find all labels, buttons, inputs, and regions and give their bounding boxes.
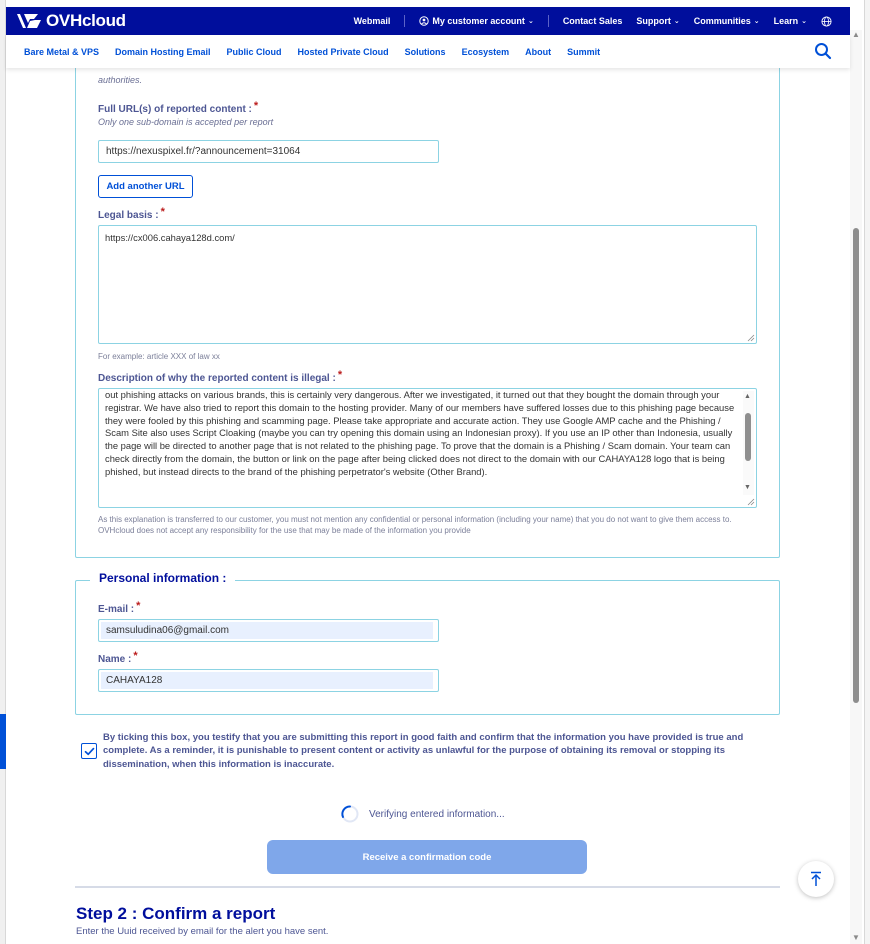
name-input[interactable]: [98, 669, 439, 692]
arrow-up-icon: [809, 871, 823, 887]
nav-divider: [404, 15, 405, 27]
communities-menu[interactable]: [694, 16, 760, 26]
nav-ecosystem[interactable]: Ecosystem: [461, 46, 510, 57]
scroll-down-arrow-icon[interactable]: ▼: [744, 484, 751, 492]
required-asterisk: *: [253, 100, 259, 112]
description-scrollbar[interactable]: [743, 391, 754, 495]
learn-label: Learn: [773, 16, 799, 26]
description-scroll-content: [105, 389, 738, 479]
legal-basis-hint: For example: article XXX of law xx: [98, 352, 220, 361]
customer-account-menu[interactable]: [419, 16, 533, 26]
url-label: [98, 100, 259, 115]
customer-account-label: My customer account: [432, 16, 525, 26]
chevron-down-icon: ⌄: [801, 18, 807, 25]
nav-domain-hosting-email[interactable]: Domain Hosting Email: [115, 46, 211, 57]
chevron-down-icon: ⌄: [753, 18, 760, 25]
resize-handle-icon[interactable]: [747, 334, 755, 342]
secondary-nav-links: [24, 35, 600, 68]
loading-spinner-icon: [340, 804, 360, 824]
authorities-text: authorities.: [98, 75, 143, 85]
url-hint: Only one sub-domain is accepted per report: [98, 117, 274, 127]
description-label-text: Description of why the reported content is illegal :: [98, 373, 336, 384]
brand-name: OVHcloud: [46, 11, 126, 30]
step2-title: Step 2 : Confirm a report: [76, 904, 276, 923]
legal-basis-label-text: Legal basis :: [98, 210, 159, 221]
email-input-value: samsuludina06@gmail.com: [106, 625, 229, 636]
required-asterisk: *: [160, 206, 165, 218]
add-another-url-button[interactable]: Add another URL: [98, 175, 193, 198]
support-label: Support: [636, 16, 671, 26]
search-icon[interactable]: [814, 42, 832, 60]
description-value: out phishing attacks on various brands, this is certainly very dangerous. After we investigated, it turned out that they bought the domain through your registrar. We have also tried to report this domain to the hosting provider. Many of our members have suffered losses due to this phishing page because they were fooled by this phishing and scamming page. Please take appropriate and accurate action. They use Google AMP cache and the Phishing / Scam Site also uses Script Cloaking (maybe you can try opening this domain using an Indonesian proxy). If you use an IP other than Indonesia, usually the page will be directed to another page that is not related to the phishing page. To prove that the domain is a Phishing / Scam domain. Your team can check directly from the domain, the button or link on the page after being clicked does not direct to the domain with our CAHAYA128 logo that is being phished, but instead directs to the brand of the phishing perpetrator's website (Other Brand).: [105, 389, 735, 477]
scroll-up-arrow-icon[interactable]: ▲: [744, 393, 751, 400]
nav-hosted-private-cloud[interactable]: Hosted Private Cloud: [297, 46, 389, 57]
description-scrollbar-thumb[interactable]: [745, 413, 751, 461]
communities-label: Communities: [693, 16, 751, 26]
receive-confirmation-code-button[interactable]: Receive a confirmation code: [267, 840, 587, 874]
chevron-down-icon: ⌄: [527, 18, 534, 25]
ovhcloud-logo-icon: [16, 12, 42, 30]
legal-basis-value: https://cx006.cahaya128d.com/: [105, 232, 235, 243]
resize-handle-icon[interactable]: [747, 498, 755, 506]
url-input-value: https://nexuspixel.fr/?announcement=31064: [106, 146, 301, 157]
name-label: [98, 650, 138, 665]
nav-about[interactable]: About: [525, 46, 552, 57]
legal-basis-label: [98, 206, 165, 221]
scroll-down-arrow-icon[interactable]: ▼: [852, 933, 860, 942]
url-input[interactable]: [98, 140, 439, 163]
consent-checkbox[interactable]: [81, 743, 97, 759]
section-divider: [75, 886, 780, 888]
support-menu[interactable]: [636, 16, 679, 26]
required-asterisk: *: [133, 650, 138, 662]
contact-sales-link[interactable]: Contact Sales: [562, 16, 623, 26]
nav-bare-metal-vps[interactable]: Bare Metal & VPS: [24, 46, 100, 57]
email-label: [98, 600, 141, 615]
name-input-value: CAHAYA128: [106, 675, 163, 686]
url-label-text: Full URL(s) of reported content :: [98, 104, 252, 115]
nav-public-cloud[interactable]: Public Cloud: [226, 46, 282, 57]
learn-menu[interactable]: [774, 16, 807, 26]
globe-icon: [821, 16, 832, 27]
scroll-up-arrow-icon[interactable]: ▲: [852, 30, 860, 39]
report-form-content: [6, 68, 850, 944]
legal-basis-textarea[interactable]: [98, 225, 757, 344]
background-window-right-edge: [864, 0, 870, 944]
verifying-status: [340, 804, 505, 824]
ovhcloud-logo[interactable]: [16, 11, 126, 31]
back-to-top-button[interactable]: [798, 861, 834, 897]
chevron-down-icon: ⌄: [673, 18, 680, 25]
top-nav-links: [354, 7, 832, 35]
nav-solutions[interactable]: Solutions: [404, 46, 446, 57]
webmail-link[interactable]: Webmail: [353, 16, 391, 26]
required-asterisk: *: [136, 600, 141, 612]
page-scrollbar-thumb[interactable]: [853, 228, 859, 703]
personal-information-title: Personal information :: [90, 571, 235, 585]
step2-subtitle: Enter the Uuid received by email for the alert you have sent.: [76, 926, 329, 937]
verifying-text: Verifying entered information...: [369, 808, 505, 820]
top-navigation-bar: [6, 7, 850, 35]
user-circle-icon: [419, 16, 429, 26]
language-selector[interactable]: [821, 16, 832, 27]
description-textarea[interactable]: [98, 388, 757, 508]
nav-summit[interactable]: Summit: [567, 46, 601, 57]
description-hint: As this explanation is transferred to our customer, you must not mention any confidential or personal information (including your name) that you do not want to give them access to. OVHcloud does not accept any responsibility for the use that may be made of the information you provide: [98, 515, 732, 535]
checkmark-icon: [83, 745, 96, 758]
nav-divider: [548, 15, 549, 27]
email-label-text: E-mail :: [98, 604, 135, 615]
secondary-navigation-bar: [6, 35, 850, 68]
consent-text: By ticking this box, you testify that you are submitting this report in good faith and confirm that the information you have provided is true and complete. As a reminder, it is punishable to present content or activity as unlawful for the purpose of obtaining its removal or stopping its dissemination, when this information is inaccurate.: [103, 732, 744, 770]
page-scrollbar[interactable]: [850, 30, 862, 944]
personal-information-panel: [75, 580, 780, 715]
required-asterisk: *: [337, 369, 343, 381]
description-label: [98, 369, 343, 384]
name-label-text: Name :: [98, 654, 132, 665]
email-input[interactable]: [98, 619, 439, 642]
